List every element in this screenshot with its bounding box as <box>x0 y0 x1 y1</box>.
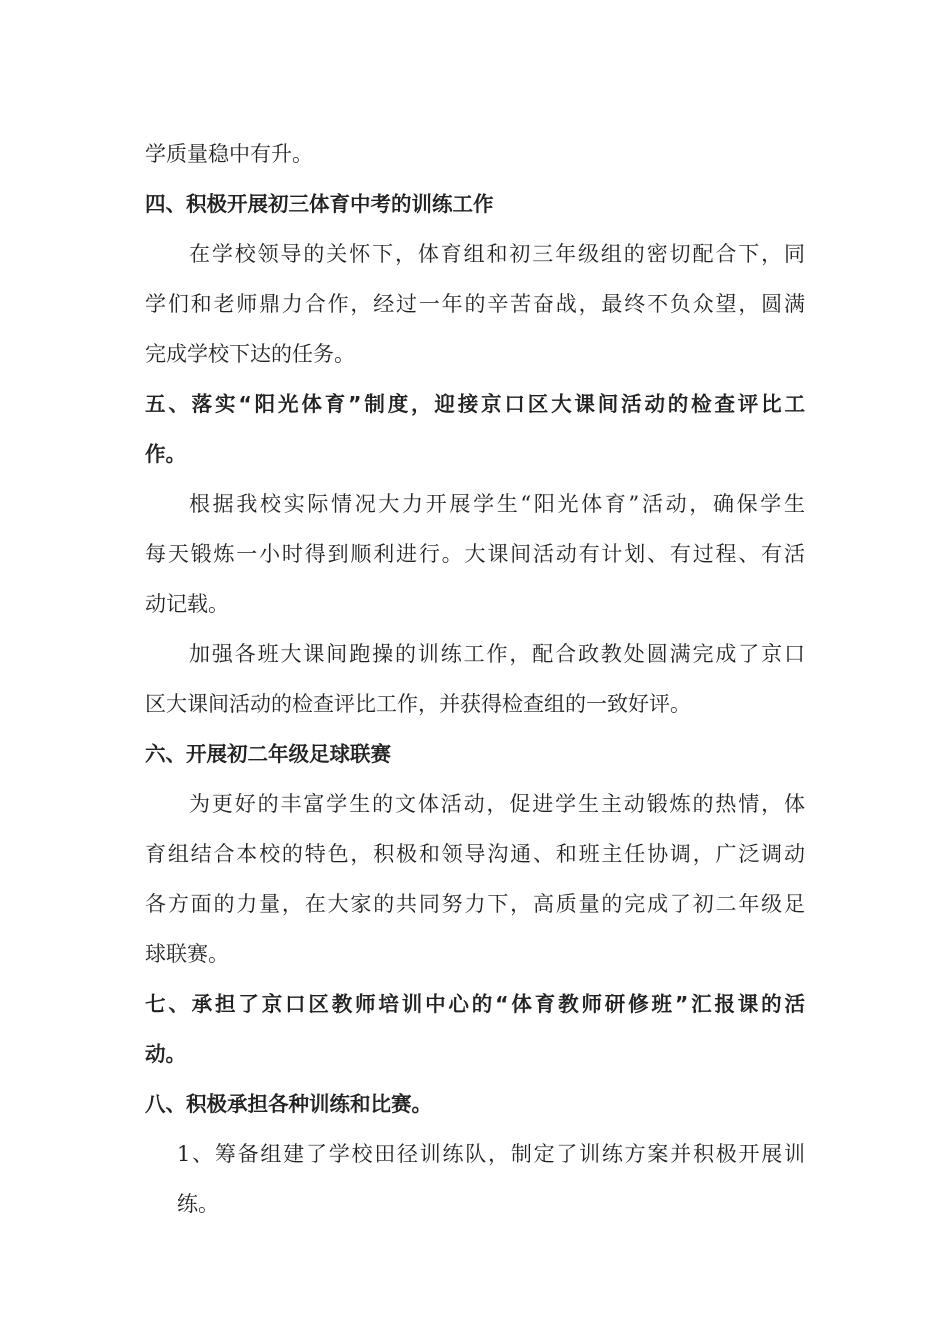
paragraph-line: 区大课间活动的检查评比工作，并获得检查组的一致好评。 <box>145 692 691 716</box>
paragraph-line: 育组结合本校的特色，积极和领导沟通、和班主任协调，广泛调动 <box>145 842 805 866</box>
document-page <box>145 129 805 1229</box>
paragraph-line: 各方面的力量，在大家的共同努力下，高质量的完成了初二年级足 <box>145 892 805 916</box>
list-item-1-continued: 练。 <box>177 1192 219 1216</box>
paragraph-line: 学们和老师鼎力合作，经过一年的辛苦奋战，最终不负众望，圆满 <box>145 292 805 316</box>
section-heading-7-continued: 动。 <box>145 1042 186 1066</box>
paragraph-line: 每天锻炼一小时得到顺利进行。大课间活动有计划、有过程、有活 <box>145 542 805 566</box>
paragraph-line: 为更好的丰富学生的文体活动，促进学生主动锻炼的热情，体 <box>189 792 805 816</box>
paragraph-line: 球联赛。 <box>145 942 229 966</box>
paragraph-line: 在学校领导的关怀下，体育组和初三年级组的密切配合下，同 <box>189 242 805 266</box>
section-heading-7: 七、承担了京口区教师培训中心的“体育教师研修班”汇报课的活 <box>145 992 805 1016</box>
section-heading-5-continued: 作。 <box>145 442 186 466</box>
section-heading-6: 六、开展初二年级足球联赛 <box>145 742 391 766</box>
section-heading-8: 八、积极承担各种训练和比赛。 <box>145 1092 432 1116</box>
paragraph-line: 根据我校实际情况大力开展学生“阳光体育”活动，确保学生 <box>189 492 805 516</box>
paragraph-line: 完成学校下达的任务。 <box>145 342 355 366</box>
section-heading-5: 五、落实“阳光体育”制度，迎接京口区大课间活动的检查评比工 <box>145 392 805 416</box>
paragraph-line: 动记载。 <box>145 592 229 616</box>
list-item-1: 1、筹备组建了学校田径训练队，制定了训练方案并积极开展训 <box>177 1142 805 1166</box>
section-heading-4: 四、积极开展初三体育中考的训练工作 <box>145 192 494 216</box>
paragraph-line: 加强各班大课间跑操的训练工作，配合政教处圆满完成了京口 <box>189 642 805 666</box>
body-text-line: 学质量稳中有升。 <box>145 142 313 166</box>
